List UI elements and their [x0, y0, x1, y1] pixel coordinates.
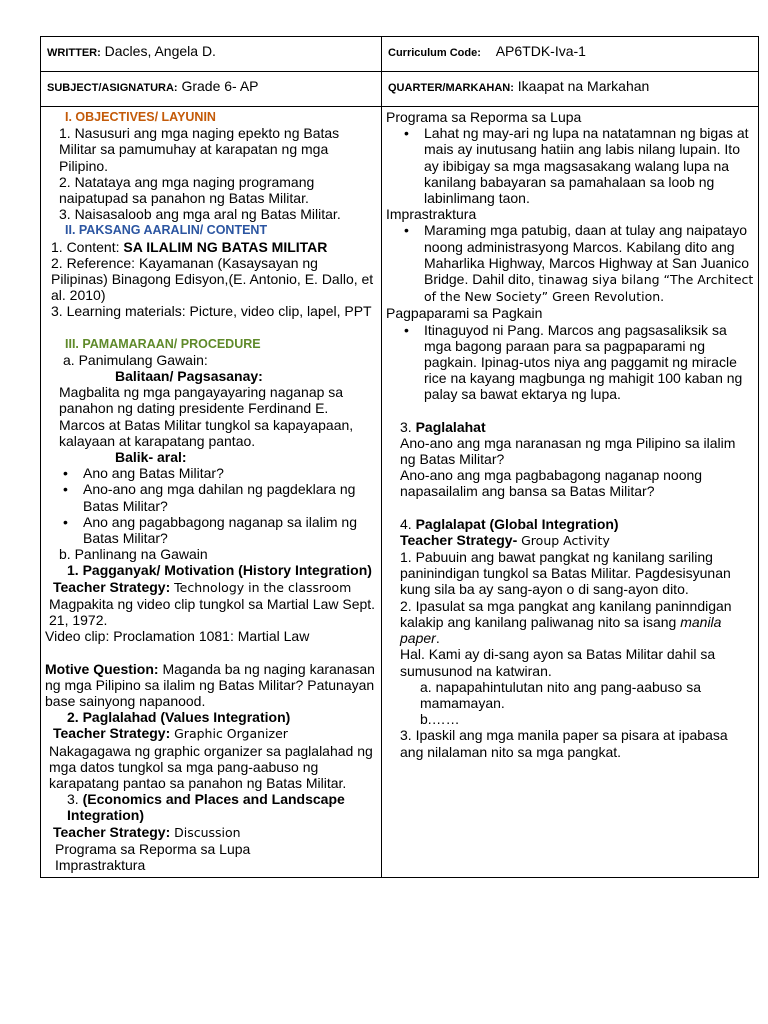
writer-cell: [41, 37, 382, 72]
motive-question: [45, 661, 377, 710]
writer-label: WRITTER:: [47, 47, 101, 59]
ts-label: Teacher Strategy:: [53, 725, 171, 742]
balik-aral-list: [45, 465, 377, 546]
video-text: Magpakita ng video clip tungkol sa Martial Law Sept. 21, 1972.: [49, 595, 376, 629]
step-1: 1. Pabuuin ang bawat pangkat ng kanilang sariling paninindigan tungkol sa Batas Militar. Pagdesisyunan kung sila ba ay sang-ayon o di sang-ayon dito.: [400, 549, 731, 598]
pagpaparami-heading: Pagpaparami sa Pagkain: [386, 305, 543, 322]
balitaan-heading: Balitaan/ Pagsasanay:: [115, 368, 263, 385]
materials-text: 3. Learning materials: Picture, video clip, lapel, PPT: [51, 303, 372, 320]
header-row-1: [41, 37, 759, 72]
lesson-plan-sheet: [40, 36, 758, 878]
panimulang-text: a. Panimulang Gawain:: [63, 351, 208, 368]
balik-aral-heading: Balik- aral:: [115, 449, 187, 466]
pagganyak-heading: 1. Pagganyak/ Motivation (History Integration): [67, 562, 372, 579]
paglalahat-q2: Ano-ano ang mga pagbabagong naganap noong napasailalim ang bansa sa Batas Militar?: [400, 467, 703, 500]
step-2: 2. Ipasulat sa mga pangkat ang kanilang paninndigan kalakip ang kanilang paliwanag nito sa isang manila paper.: [400, 597, 732, 647]
list-item: • Ano ang pagabbagong naganap sa ilalim ng Batas Militar?: [63, 513, 358, 547]
ts-label: Teacher Strategy:: [53, 823, 171, 840]
hal-text: Hal. Kami ay di-sang ayon sa Batas Militar dahil sa sumusunod na katwiran.: [400, 646, 716, 679]
hal-a: a. napapahintulutan nito ang pang-aabuso sa mamamayan.: [420, 678, 702, 711]
objective-3: 3. Naisasaloob ang mga aral ng Batas Militar.: [59, 206, 341, 223]
paglalahat-q1: Ano-ano ang mga naranasan ng mga Pilipino sa ilalim ng Batas Militar?: [400, 434, 736, 468]
procedure-heading: III. PAMAMARAAN/ PROCEDURE: [65, 336, 261, 351]
teacher-strategy-3: [45, 824, 377, 841]
paglalapat-heading: 4. Paglalapat (Global Integration): [400, 515, 619, 532]
bullet-icon: •: [63, 513, 68, 530]
subject-value: Grade 6- AP: [181, 78, 259, 94]
panlinang-text: b. Panlinang na Gawain: [59, 546, 208, 563]
curriculum-label: Curriculum Code:: [388, 47, 481, 59]
teacher-strategy-right: Teacher Strategy- Group Activity: [400, 531, 610, 548]
bullet-icon: •: [404, 222, 409, 239]
ts-value: Technology in the classroom: [174, 579, 352, 595]
objective-2: 2. Natataya ang mga naging programang naipatupad sa panahon ng Batas Militar.: [59, 173, 315, 207]
bullet-icon: •: [63, 481, 68, 498]
balitaan-text: Magbalita ng mga pangayayaring naganap sa panahon ng dating presidente Ferdinand E. Marcos at Batas Militar tungkol sa kapayapaan, kalayaan at karapatang pantao.: [59, 384, 354, 449]
writer-value: Dacles, Angela D.: [104, 43, 216, 59]
objectives-heading: I. OBJECTIVES/ LAYUNIN: [65, 110, 216, 124]
body-row: [41, 107, 759, 878]
econ-heading: 3. (Economics and Places and Landscape Integration): [67, 791, 345, 824]
ts-value: Discussion: [174, 824, 241, 840]
list-item: • Ano ang Batas Militar?: [63, 465, 224, 482]
imprastraktura-heading: Imprastraktura: [386, 206, 477, 223]
paglalahad-values-heading: 2. Paglalahad (Values Integration): [67, 709, 291, 726]
hal-b: b.……: [420, 711, 460, 728]
content-heading: II. PAKSANG AARALIN/ CONTENT: [65, 223, 268, 238]
content-line: [45, 239, 377, 255]
video-clip-text: Video clip: Proclamation 1081: Martial Law: [45, 628, 310, 645]
programa-heading: Programa sa Reporma sa Lupa: [386, 109, 582, 125]
bullet-icon: •: [63, 465, 68, 482]
teacher-strategy-1: [45, 579, 377, 596]
programa-text: Programa sa Reporma sa Lupa: [55, 840, 251, 857]
list-item: • Itinaguyod ni Pang. Marcos ang pagsasaliksik sa mga bagong paraan para sa pagpaparami ng pagkain. Ipinag-utos niya ang paggamit ng miracle rice na kayang magbunga ng mahigit 100 kaban ng palay sa bawat ektarya ng lupa.: [404, 321, 743, 403]
objective-1: 1. Nasusuri ang mga naging epekto ng Batas Militar sa pamumuhay at karapatan ng mga Pilipino.: [59, 125, 340, 174]
curriculum-cell: [382, 37, 759, 72]
paglalahat-heading: 3. Paglalahat: [400, 418, 486, 435]
header-row-2: [41, 72, 759, 107]
right-column: [382, 107, 759, 878]
left-column: [41, 107, 382, 878]
teacher-strategy-2: [45, 725, 377, 742]
content-label: 1. Content:: [51, 238, 120, 255]
subject-label: SUBJECT/ASIGNATURA:: [47, 82, 178, 94]
content-value: SA ILALIM NG BATAS MILITAR: [123, 238, 328, 255]
graphic-organizer-text: Nakagagawa ng graphic organizer sa paglalahad ng mga datos tungkol sa mga pang-aabuso ng karapatang pantao sa panahon ng Batas Militar.: [49, 742, 373, 791]
quarter-value: Ikaapat na Markahan: [517, 78, 650, 94]
list-item: • Lahat ng may-ari ng lupa na natatamnan ng bigas at mais ay inutusang hatiin ang labis nilang lupain. Ito ay ibibigay sa mga magsasakang walang lupa na kanilang babayaran sa pamahalaan sa loob ng labinlimang taon.: [404, 125, 749, 207]
reference-text: 2. Reference: Kayamanan (Kasaysayan ng Pilipinas) Binagong Edisyon,(E. Antonio, E. Dallo, et al. 2010): [51, 254, 374, 304]
motive-label: Motive Question:: [45, 660, 159, 677]
curriculum-value: AP6TDK-Iva-1: [495, 43, 586, 59]
step-3: 3. Ipaskil ang mga manila paper sa pisara at ipabasa ang nilalaman nito sa mga pangkat.: [400, 727, 728, 760]
quarter-cell: [382, 72, 759, 107]
subject-cell: [41, 72, 382, 107]
list-item: • Maraming mga patubig, daan at tulay ang naipatayo noong administrasyong Marcos. Kabilang dito ang Maharlika Highway, Marcos Highway at San Juanico Bridge. Dahil dito, tinawag siya bilang “The Architect of the New Society” Green Revolution.: [404, 222, 754, 305]
lesson-plan-table: [40, 36, 759, 878]
bullet-icon: •: [404, 321, 409, 338]
ts-value: Graphic Organizer: [174, 726, 288, 742]
quarter-label: QUARTER/MARKAHAN:: [388, 82, 514, 94]
imprastraktura-text: Imprastraktura: [55, 856, 146, 873]
motive-text: Maganda ba ng naging karanasan ng mga Pilipino sa ilalim ng Batas Militar? Patunayan base sainyong napanood.: [45, 660, 375, 709]
bullet-icon: •: [404, 125, 409, 142]
list-item: • Ano-ano ang mga dahilan ng pagdeklara ng Batas Militar?: [63, 481, 356, 514]
ts-label: Teacher Strategy:: [53, 578, 171, 595]
